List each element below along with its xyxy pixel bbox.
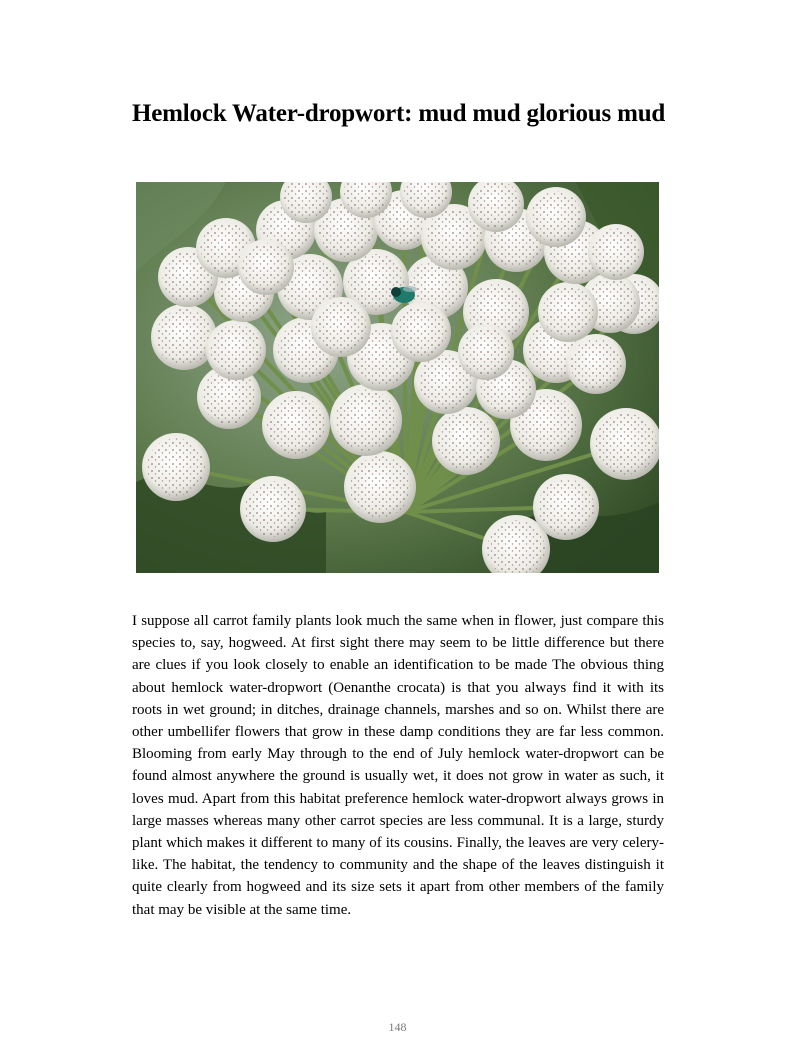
- floret-cluster: [590, 408, 659, 480]
- floret-cluster: [432, 407, 500, 475]
- floret-cluster: [526, 187, 586, 247]
- floret-cluster: [391, 302, 451, 362]
- floret-cluster: [262, 391, 330, 459]
- floret-cluster: [533, 474, 599, 540]
- floret-cluster: [588, 224, 644, 280]
- floret-cluster: [142, 433, 210, 501]
- flower-photo: [136, 182, 659, 573]
- floret-cluster: [238, 239, 294, 295]
- body-paragraph: I suppose all carrot family plants look much the same when in flower, just compare this species to, say, hogweed. At first sight there may seem to be little difference but there are clues if you look closely to enable an identification to be made The obvious thing about hemlock water-dropwort (Oenanthe crocata) is that you always find it with its roots in wet ground; in ditches, drainage channels, marshes and so on. Whilst there are other umbellifer flowers that grow in these damp conditions they are far less common. Blooming from early May through to the end of July hemlock water-dropwort can be found almost anywhere the ground is usually wet, it does not grow in water as such, it loves mud. Apart from this habitat preference hemlock water-dropwort always grows in large masses whereas many other carrot species are less communal. It is a large, sturdy plant which makes it different to many of its cousins. Finally, the leaves are very celery-like. The habitat, the tendency to community and the shape of the leaves distinguish it quite clearly from hogweed and its size sets it apart from other members of the family that may be visible at the same time.: [132, 613, 664, 918]
- floret-cluster: [458, 324, 514, 380]
- floret-cluster: [206, 320, 266, 380]
- floret-cluster: [330, 384, 402, 456]
- floret-cluster: [566, 334, 626, 394]
- floret-cluster: [538, 282, 598, 342]
- page-title: Hemlock Water-dropwort: mud mud glorious mud: [132, 100, 666, 127]
- page-number: 148: [388, 1020, 407, 1034]
- floret-cluster: [240, 476, 306, 542]
- floret-cluster: [311, 297, 371, 357]
- floret-cluster: [151, 304, 217, 370]
- floret-cluster: [344, 451, 416, 523]
- flower-photo-drawing: [136, 182, 659, 573]
